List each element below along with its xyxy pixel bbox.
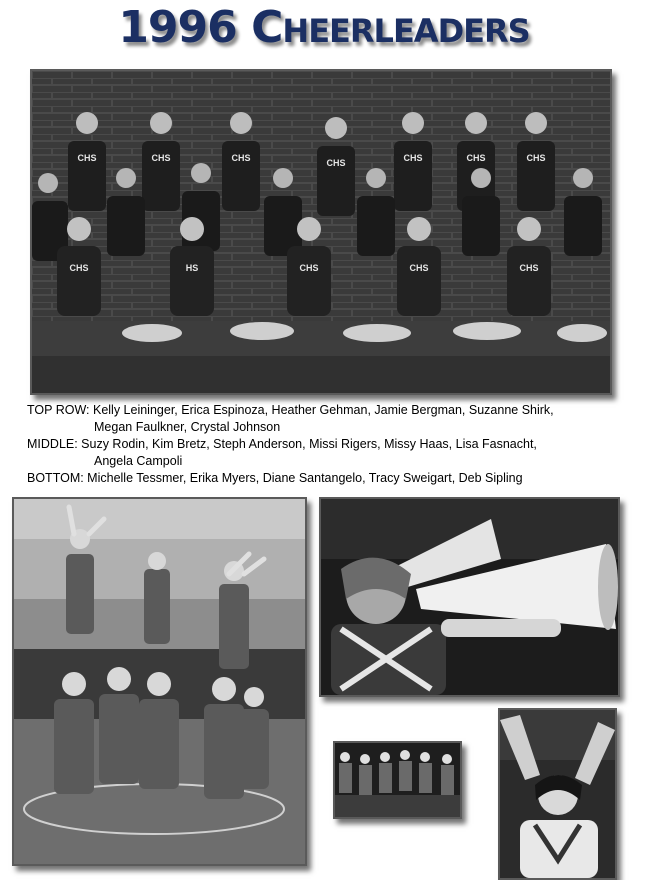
- jersey-label: CHS: [519, 263, 539, 273]
- jersey-label: CHS: [69, 263, 89, 273]
- jersey-label: CHS: [77, 153, 97, 163]
- jersey-label: CHS: [526, 153, 546, 163]
- cheer-closeup-photo: [498, 708, 617, 880]
- jersey-label: CHS: [299, 263, 319, 273]
- jersey-label: CHS: [409, 263, 429, 273]
- jersey-label: CHS: [231, 153, 251, 163]
- title-year: 1996: [118, 2, 237, 53]
- group-photo-image: [32, 71, 610, 393]
- caption-top-row: TOP ROW: Kelly Leininger, Erica Espinoza, Heather Gehman, Jamie Bergman, Suzanne Shirk,: [27, 403, 554, 417]
- page-title: [0, 2, 648, 53]
- caption-bottom-row: BOTTOM: Michelle Tessmer, Erika Myers, Diane Santangelo, Tracy Sweigart, Deb Sipling: [27, 471, 523, 485]
- small-group-photo: [333, 741, 462, 819]
- megaphone-image: [321, 499, 618, 695]
- cheer-closeup-image: [500, 710, 615, 878]
- caption-top-row-cont: Megan Faulkner, Crystal Johnson: [94, 420, 281, 434]
- group-photo: [30, 69, 612, 395]
- title-first-letter: C: [251, 2, 283, 53]
- jersey-label: CHS: [403, 153, 423, 163]
- jersey-label: HS: [185, 263, 199, 273]
- gym-pyramid-photo: [12, 497, 307, 866]
- jersey-label: CHS: [151, 153, 171, 163]
- jersey-label: CHS: [326, 158, 346, 168]
- caption-middle-row: MIDDLE: Suzy Rodin, Kim Bretz, Steph Anderson, Missi Rigers, Missy Haas, Lisa Fasnacht,: [27, 437, 537, 451]
- megaphone-photo: [319, 497, 620, 697]
- jersey-label: CHS: [466, 153, 486, 163]
- gym-pyramid-image: [14, 499, 305, 864]
- small-group-image: [335, 743, 460, 817]
- caption-middle-row-cont: Angela Campoli: [94, 454, 183, 468]
- title-rest: HEERLEADERS: [282, 12, 530, 50]
- roster-caption: [27, 402, 627, 487]
